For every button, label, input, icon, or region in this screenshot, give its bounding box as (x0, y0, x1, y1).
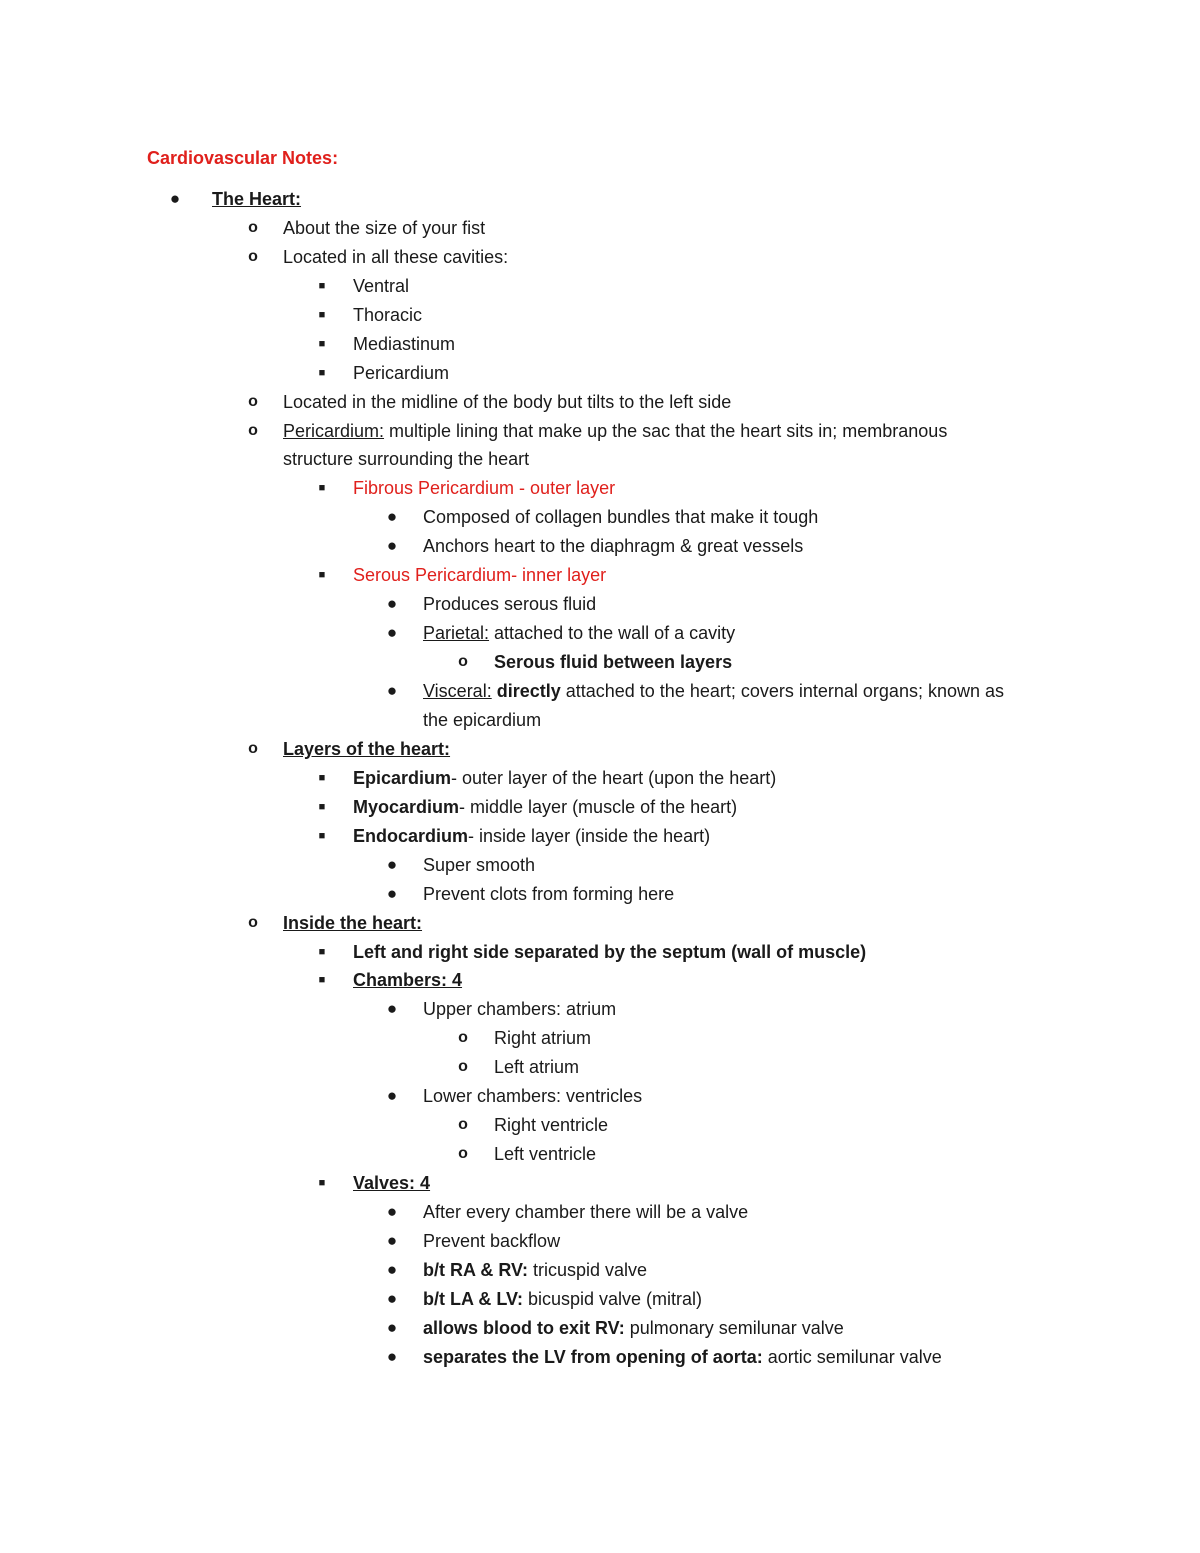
list-item-text (423, 677, 1004, 705)
layers-heading: Layers of the heart: (283, 738, 451, 759)
bullet-square-icon: ■ (318, 771, 326, 784)
list-item (0, 909, 1200, 938)
bullet-square-icon: ■ (318, 569, 326, 582)
visceral-definition: attached to the heart; covers internal organs; known as (560, 681, 1004, 701)
list-item (0, 1111, 1200, 1140)
pericardium-definition: multiple lining that make up the sac that the heart sits in; membranous (384, 420, 948, 441)
list-item-text: Right ventricle (494, 1115, 609, 1136)
list-item (0, 1169, 1200, 1198)
list-item-text (423, 1343, 942, 1371)
bullet-dot-icon: ● (386, 507, 398, 527)
list-item (0, 185, 1200, 214)
list-item (0, 1024, 1200, 1053)
list-item (0, 1140, 1200, 1169)
list-item (0, 1053, 1200, 1082)
bullet-circle-icon: o (248, 218, 258, 236)
bullet-square-icon: ■ (318, 829, 326, 842)
list-item (0, 1256, 1200, 1285)
list-item (0, 243, 1200, 272)
valve-text: tricuspid valve (528, 1259, 648, 1280)
valve-text: aortic semilunar valve (762, 1346, 942, 1367)
list-item (0, 1198, 1200, 1227)
list-item (0, 966, 1200, 995)
bullet-dot-icon: ● (386, 883, 398, 903)
list-item (0, 301, 1200, 330)
list-item-text: About the size of your fist (283, 217, 486, 238)
valve-text: bicuspid valve (mitral) (522, 1288, 703, 1309)
list-item (0, 880, 1200, 909)
list-item-text: Left atrium (494, 1057, 580, 1078)
list-item (0, 677, 1200, 706)
bullet-square-icon: ■ (318, 800, 326, 813)
layer-definition: - inside layer (inside the heart) (468, 825, 711, 846)
list-item (0, 793, 1200, 822)
bullet-dot-icon: ● (386, 1346, 398, 1366)
bullet-circle-icon: o (248, 421, 258, 439)
list-item (0, 561, 1200, 590)
bullet-dot-icon: ● (386, 623, 398, 643)
list-item-text (423, 1256, 647, 1284)
layer-term: Endocardium (353, 825, 469, 846)
valve-term: b/t LA & LV: (423, 1288, 523, 1309)
list-item-text: Pericardium (353, 362, 450, 383)
list-item-text (423, 619, 735, 647)
layer-definition: - middle layer (muscle of the heart) (459, 796, 738, 817)
inside-heading: Inside the heart: (283, 912, 423, 933)
list-item (0, 619, 1200, 648)
bullet-circle-icon: o (248, 913, 258, 931)
bullet-dot-icon: ● (386, 1086, 398, 1106)
parietal-definition: attached to the wall of a cavity (489, 623, 736, 644)
list-item-text: Located in all these cavities: (283, 246, 509, 267)
bullet-square-icon: ■ (318, 482, 326, 495)
bullet-dot-icon: ● (386, 999, 398, 1019)
list-item (0, 359, 1200, 388)
bullet-square-icon: ■ (318, 1177, 326, 1189)
list-item (0, 995, 1200, 1024)
list-item (0, 474, 1200, 503)
list-item-text: Composed of collagen bundles that make it tough (423, 507, 819, 528)
list-item-text: Thoracic (353, 304, 423, 325)
valve-text: Prevent backflow (423, 1230, 561, 1251)
valve-term: separates the LV from opening of aorta: (423, 1346, 763, 1367)
list-item (0, 764, 1200, 793)
list-item (0, 388, 1200, 417)
bullet-dot-icon: ● (386, 1230, 398, 1250)
list-item (0, 417, 1200, 446)
heart-heading: The Heart: (212, 189, 302, 209)
bullet-dot-icon: ● (386, 536, 398, 556)
list-item-text (423, 1314, 844, 1342)
valves-heading: Valves: 4 (353, 1173, 431, 1193)
bullet-circle-icon: o (458, 1116, 468, 1134)
bullet-dot-icon: ● (386, 1317, 398, 1337)
bullet-square-icon: ■ (318, 279, 326, 292)
layer-term: Epicardium (353, 767, 452, 788)
bullet-circle-icon: o (248, 739, 258, 757)
bullet-circle-icon: o (458, 1058, 468, 1076)
bullet-dot-icon: ● (386, 681, 398, 700)
list-item (0, 330, 1200, 359)
bullet-dot-icon: ● (386, 1288, 398, 1308)
valve-term: b/t RA & RV: (423, 1259, 529, 1280)
bullet-square-icon: ■ (318, 337, 326, 350)
parietal-term: Parietal: (423, 623, 490, 644)
list-item-text: Prevent clots from forming here (423, 883, 675, 904)
bullet-square-icon: ■ (318, 308, 326, 321)
list-item-text (283, 417, 947, 445)
list-item (0, 851, 1200, 880)
list-item (0, 822, 1200, 851)
serous-pericardium: Serous Pericardium- inner layer (353, 565, 607, 586)
list-item (0, 735, 1200, 764)
bullet-square-icon: ■ (318, 974, 326, 987)
list-item-text: structure surrounding the heart (283, 449, 530, 470)
list-item (0, 1082, 1200, 1111)
list-item-text: Produces serous fluid (423, 594, 597, 615)
list-item-text (423, 1198, 748, 1226)
list-item (0, 938, 1200, 967)
visceral-emphasis: directly (491, 681, 561, 701)
valve-term: allows blood to exit RV: (423, 1317, 625, 1338)
list-item-text (423, 1227, 560, 1255)
list-item-text (353, 822, 710, 850)
list-item (0, 1314, 1200, 1343)
valve-text: pulmonary semilunar valve (624, 1317, 844, 1338)
bullet-dot-icon: ● (386, 1201, 398, 1221)
bullet-dot-icon: ● (386, 854, 398, 874)
list-item (0, 1343, 1200, 1372)
list-item-text (353, 793, 737, 821)
list-item (0, 1227, 1200, 1256)
bullet-dot-icon: ● (386, 1259, 398, 1279)
bullet-dot-icon: ● (386, 594, 398, 614)
list-item (0, 1285, 1200, 1314)
chambers-heading: Chambers: 4 (353, 970, 463, 991)
list-item-text: Upper chambers: atrium (423, 999, 617, 1020)
bullet-square-icon: ■ (318, 366, 326, 379)
list-item-text: Lower chambers: ventricles (423, 1086, 643, 1107)
list-item (0, 214, 1200, 243)
list-item-text: Super smooth (423, 854, 536, 875)
list-item-text: Left and right side separated by the septum (wall of muscle) (353, 941, 867, 962)
bullet-dot-icon: ● (169, 189, 181, 208)
list-item-text: Right atrium (494, 1028, 592, 1049)
bullet-circle-icon: o (458, 653, 468, 671)
list-item-text: Mediastinum (353, 333, 456, 354)
bullet-square-icon: ■ (318, 945, 326, 958)
list-item (0, 532, 1200, 561)
layer-term: Myocardium (353, 796, 460, 817)
layer-definition: - outer layer of the heart (upon the heart) (451, 767, 777, 788)
list-item-text: Ventral (353, 275, 410, 296)
bullet-circle-icon: o (248, 392, 258, 410)
fibrous-pericardium: Fibrous Pericardium - outer layer (353, 478, 616, 499)
valve-text: After every chamber there will be a valve (423, 1201, 749, 1222)
visceral-term: Visceral: (423, 681, 492, 701)
list-item (0, 648, 1200, 677)
bullet-circle-icon: o (458, 1029, 468, 1047)
list-item-text: Serous fluid between layers (494, 652, 733, 673)
list-item-text (353, 764, 776, 792)
list-item-text: Anchors heart to the diaphragm & great vessels (423, 536, 804, 557)
list-item-text (423, 1285, 702, 1313)
list-item (0, 590, 1200, 619)
list-item-text: Left ventricle (494, 1144, 597, 1165)
bullet-circle-icon: o (458, 1145, 468, 1163)
notes-outline (0, 185, 1200, 1372)
list-item-continuation (0, 445, 1200, 474)
notes-title: Cardiovascular Notes: (147, 148, 339, 168)
list-item-continuation (0, 706, 1200, 735)
list-item (0, 272, 1200, 301)
list-item-text: Located in the midline of the body but tilts to the left side (283, 391, 732, 412)
bullet-circle-icon: o (248, 247, 258, 265)
list-item-text: the epicardium (423, 709, 542, 730)
pericardium-term: Pericardium: (283, 420, 385, 441)
list-item (0, 503, 1200, 532)
